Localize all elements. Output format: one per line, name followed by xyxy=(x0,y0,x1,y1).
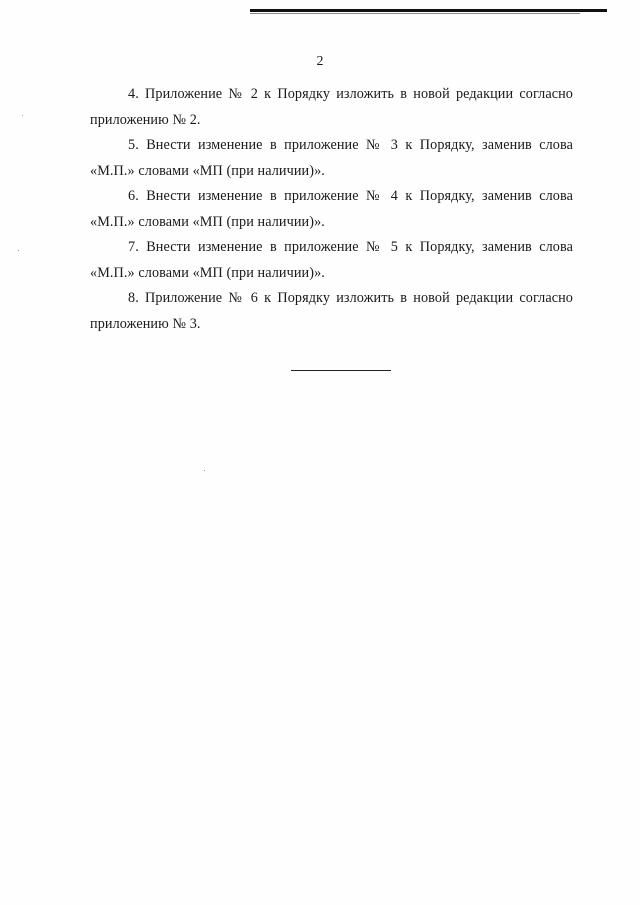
document-body xyxy=(90,82,573,337)
paragraph-line: «М.П.» словами «МП (при наличии)». xyxy=(90,213,325,230)
paragraph-line: 7. Внести изменение в приложение № 5 к Порядку, заменив слова xyxy=(128,239,573,255)
scan-edge-line xyxy=(250,13,580,14)
scan-speck xyxy=(204,470,205,471)
paragraph-line: приложению № 3. xyxy=(90,315,201,332)
paragraph-4 xyxy=(90,82,573,133)
paragraph-5 xyxy=(90,133,573,184)
paragraph-6 xyxy=(90,184,573,235)
closing-divider xyxy=(291,370,391,371)
scan-speck xyxy=(22,115,23,116)
paragraph-line: 5. Внести изменение в приложение № 3 к Порядку, заменив слова xyxy=(128,137,573,153)
paragraph-line: 6. Внести изменение в приложение № 4 к Порядку, заменив слова xyxy=(128,188,573,204)
page-number: 2 xyxy=(316,54,324,69)
paragraph-7 xyxy=(90,235,573,286)
paragraph-line: 4. Приложение № 2 к Порядку изложить в новой редакции согласно xyxy=(128,86,573,102)
scan-edge-bar xyxy=(250,9,607,12)
paragraph-8 xyxy=(90,286,573,337)
paragraph-line: приложению № 2. xyxy=(90,111,201,128)
paragraph-line: 8. Приложение № 6 к Порядку изложить в новой редакции согласно xyxy=(128,290,573,306)
paragraph-line: «М.П.» словами «МП (при наличии)». xyxy=(90,264,325,281)
scan-speck xyxy=(18,250,19,251)
paragraph-line: «М.П.» словами «МП (при наличии)». xyxy=(90,162,325,179)
